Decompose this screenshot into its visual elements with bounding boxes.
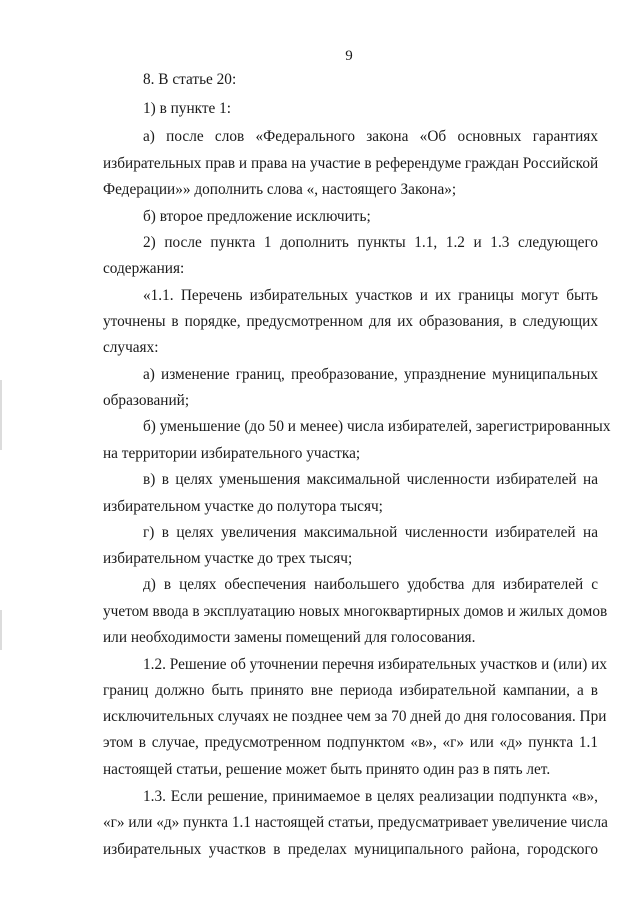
paragraph-line: избирательном участке до полутора тысяч; <box>103 498 383 515</box>
paragraph-line: «1.1. Перечень избирательных участков и их границы могут быть <box>143 287 598 304</box>
paragraph-line: а) изменение границ, преобразование, упразднение муниципальных <box>143 366 598 383</box>
paragraph-line: 1.3. Если решение, принимаемое в целях реализации подпункта «в», <box>143 788 598 805</box>
paragraph-line: г) в целях увеличения максимальной численности избирателей на <box>143 524 598 541</box>
paragraph-line: 2) после пункта 1 дополнить пункты 1.1, 1.2 и 1.3 следующего <box>143 234 598 251</box>
paragraph-line: уточнены в порядке, предусмотренном для их образования, в следующих <box>103 313 598 330</box>
paragraph-line: или необходимости замены помещений для голосования. <box>103 629 476 646</box>
paragraph-line: 1) в пункте 1: <box>143 100 232 117</box>
paragraph-line: образований; <box>103 392 190 409</box>
paragraph-line: Федерации»» дополнить слова «, настоящего Закона»; <box>103 181 457 198</box>
page-number: 9 <box>345 48 353 64</box>
paragraph-line: настоящей статьи, решение может быть принято один раз в пять лет. <box>103 761 551 778</box>
paragraph-line: 1.2. Решение об уточнении перечня избирательных участков и (или) их <box>143 656 607 673</box>
paragraph-line: на территории избирательного участка; <box>103 445 361 462</box>
paragraph-line: д) в целях обеспечения наибольшего удобства для избирателей с <box>143 576 598 593</box>
scan-edge-mark <box>0 610 2 650</box>
paragraph-line: б) уменьшение (до 50 и менее) числа избирателей, зарегистрированных <box>143 418 611 435</box>
paragraph-line: 8. В статье 20: <box>143 71 237 88</box>
paragraph-line: избирательных участков в пределах муниципального района, городского <box>103 841 598 858</box>
paragraph-line: содержания: <box>103 260 185 277</box>
paragraph-line: исключительных случаях не позднее чем за 70 дней до дня голосования. При <box>103 708 607 725</box>
paragraph-line: границ должно быть принято вне периода избирательной кампании, а в <box>103 682 598 699</box>
scan-edge-mark <box>0 380 2 450</box>
paragraph-line: случаях: <box>103 339 159 356</box>
paragraph-line: «г» или «д» пункта 1.1 настоящей статьи, предусматривает увеличение числа <box>103 814 608 831</box>
paragraph-line: избирательном участке до трех тысяч; <box>103 550 353 567</box>
paragraph-line: б) второе предложение исключить; <box>143 208 371 225</box>
paragraph-line: избирательных прав и права на участие в референдуме граждан Российской <box>103 155 599 172</box>
paragraph-line: учетом ввода в эксплуатацию новых многоквартирных домов и жилых домов <box>103 603 608 620</box>
paragraph-line: этом в случае, предусмотренном подпунктом «в», «г» или «д» пункта 1.1 <box>103 734 598 751</box>
paragraph-line: в) в целях уменьшения максимальной численности избирателей на <box>143 471 598 488</box>
paragraph-line: а) после слов «Федерального закона «Об основных гарантиях <box>143 128 598 145</box>
